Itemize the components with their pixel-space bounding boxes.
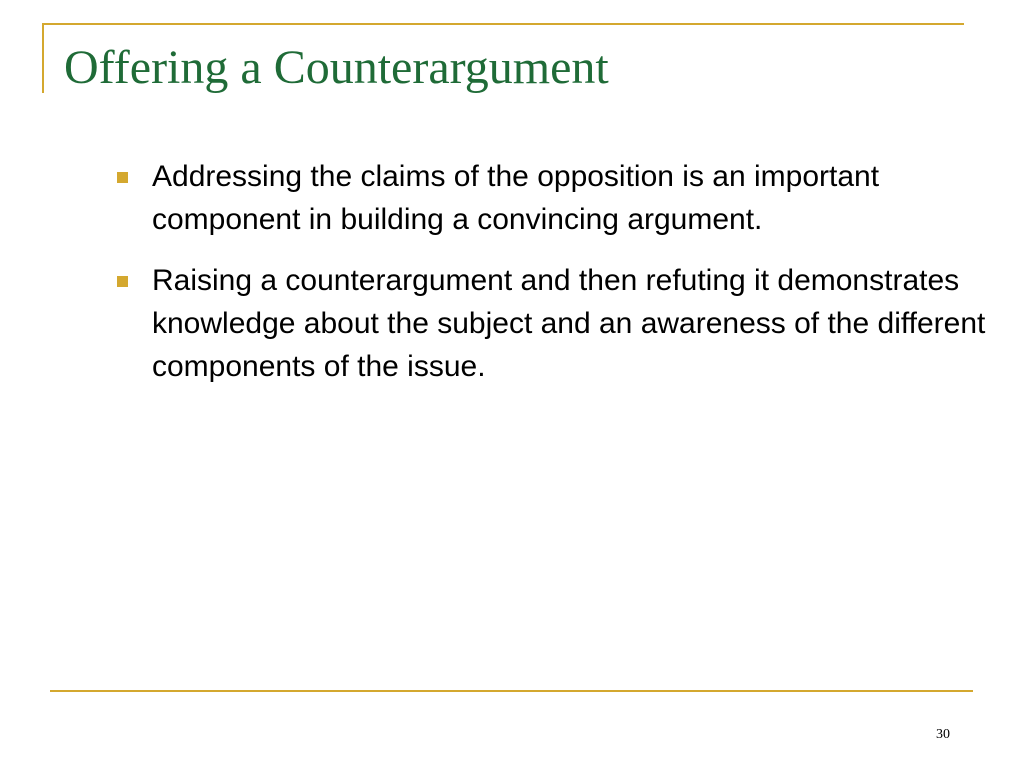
top-border-line xyxy=(42,23,964,25)
page-number: 30 xyxy=(936,727,950,742)
bottom-border-line xyxy=(50,690,973,692)
bullet-item xyxy=(114,155,994,241)
bullet-item xyxy=(114,259,994,388)
bullet-text: Raising a counterargument and then refuting it demonstrates knowledge about the subject and an awareness of the different components of the issue. xyxy=(152,264,986,383)
bullet-text: Addressing the claims of the opposition is an important component in building a convincing argument. xyxy=(152,160,880,236)
square-bullet-icon xyxy=(117,172,128,183)
square-bullet-icon xyxy=(117,276,128,287)
slide-title: Offering a Counterargument xyxy=(64,41,609,94)
left-border-line xyxy=(42,23,44,93)
bullet-list xyxy=(114,155,994,406)
